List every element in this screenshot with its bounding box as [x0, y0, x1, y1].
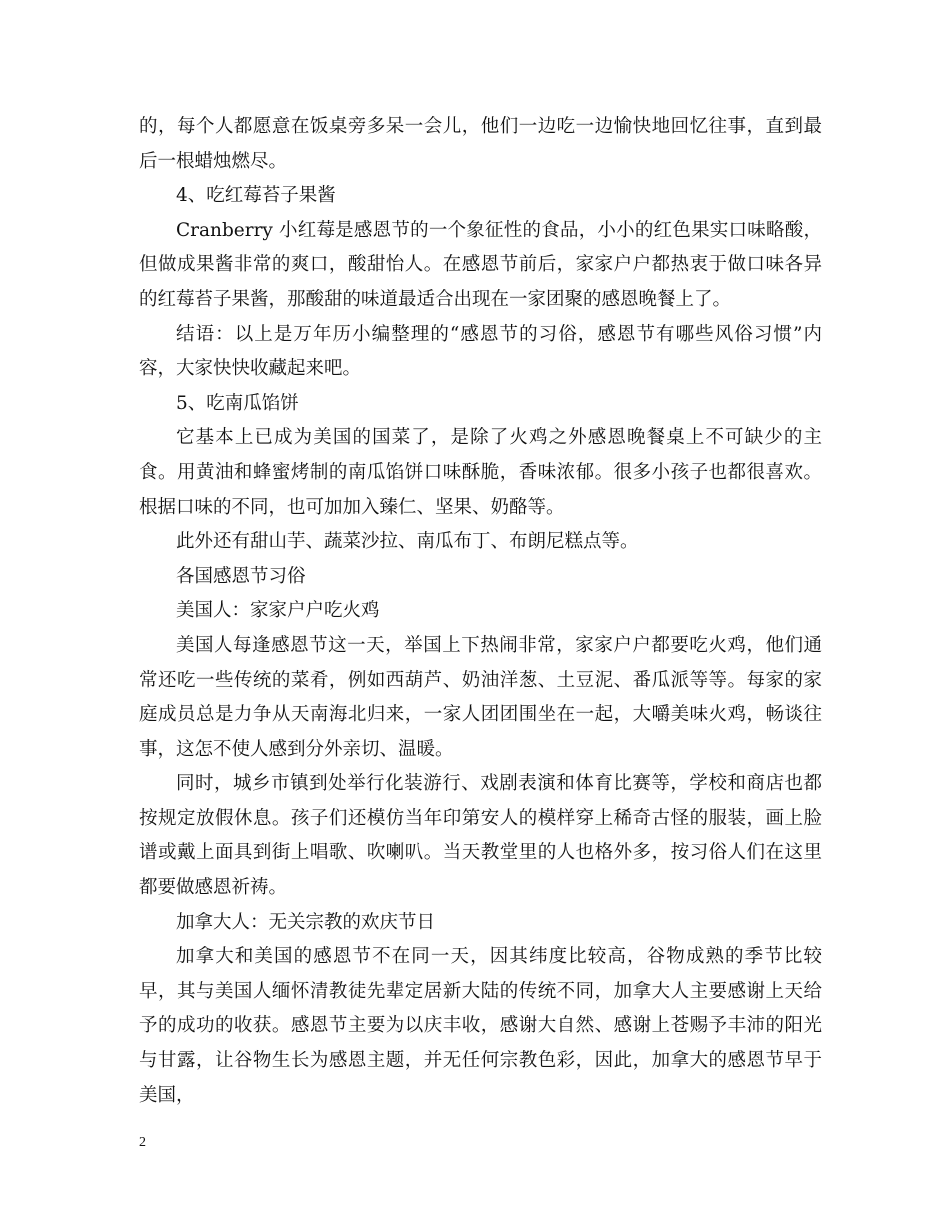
paragraph: 加拿大和美国的感恩节不在同一天，因其纬度比较高，谷物成熟的季节比较早，其与美国人缅怀清教徒先辈定居新大陆的传统不同，加拿大人主要感谢上天给予的成功的收获。感恩节主要为以庆丰收，感谢大自然、感谢上苍赐予丰沛的阳光与甘露，让谷物生长为感恩主题，并无任何宗教色彩，因此，加拿大的感恩节早于美国， [139, 946, 822, 1106]
section-heading: 5、吃南瓜馅饼 [176, 392, 299, 414]
paragraph: 的，每个人都愿意在饭桌旁多呆一会儿，他们一边吃一边愉快地回忆往事，直到最后一根蜡烛燃尽。 [139, 116, 822, 172]
paragraph: 它基本上已成为美国的国菜了，是除了火鸡之外感恩晚餐桌上不可缺少的主食。用黄油和蜂蜜烤制的南瓜馅饼口味酥脆，香味浓郁。很多小孩子也都很喜欢。根据口味的不同，也可加加入臻仁、坚果、奶酪等。 [139, 427, 822, 518]
section-heading: 4、吃红莓苔子果酱 [176, 185, 336, 207]
paragraph: 此外还有甜山芋、蔬菜沙拉、南瓜布丁、布朗尼糕点等。 [176, 531, 639, 553]
paragraph: 结语：以上是万年历小编整理的“感恩节的习俗，感恩节有哪些风俗习惯”内容，大家快快收藏起来吧。 [139, 323, 822, 380]
section-heading: 加拿大人：无关宗教的欢庆节日 [176, 911, 436, 933]
paragraph: Cranberry 小红莓是感恩节的一个象征性的食品，小小的红色果实口味略酸，但做成果酱非常的爽口，酸甜怡人。在感恩节前后，家家户户都热衷于做口味各异的红莓苔子果酱，那酸甜的味道最适合出现在一家团聚的感恩晚餐上了。 [139, 219, 822, 310]
page-number: 2 [139, 1135, 146, 1150]
section-heading: 美国人：家家户户吃火鸡 [176, 600, 380, 622]
paragraph: 同时，城乡市镇到处举行化装游行、戏剧表演和体育比赛等，学校和商店也都按规定放假休息。孩子们还模仿当年印第安人的模样穿上稀奇古怪的服装，画上脸谱或戴上面具到街上唱歌、吹喇叭。当天教堂里的人也格外多，按习俗人们在这里都要做感恩祈祷。 [139, 773, 822, 899]
section-heading: 各国感恩节习俗 [176, 565, 306, 587]
document-body [139, 110, 822, 1113]
paragraph: 美国人每逢感恩节这一天，举国上下热闹非常，家家户户都要吃火鸡，他们通常还吃一些传统的菜肴，例如西葫芦、奶油洋葱、土豆泥、番瓜派等等。每家的家庭成员总是力争从天南海北归来，一家人团团围坐在一起，大嚼美味火鸡，畅谈往事，这怎不使人感到分外亲切、温暖。 [139, 634, 822, 760]
